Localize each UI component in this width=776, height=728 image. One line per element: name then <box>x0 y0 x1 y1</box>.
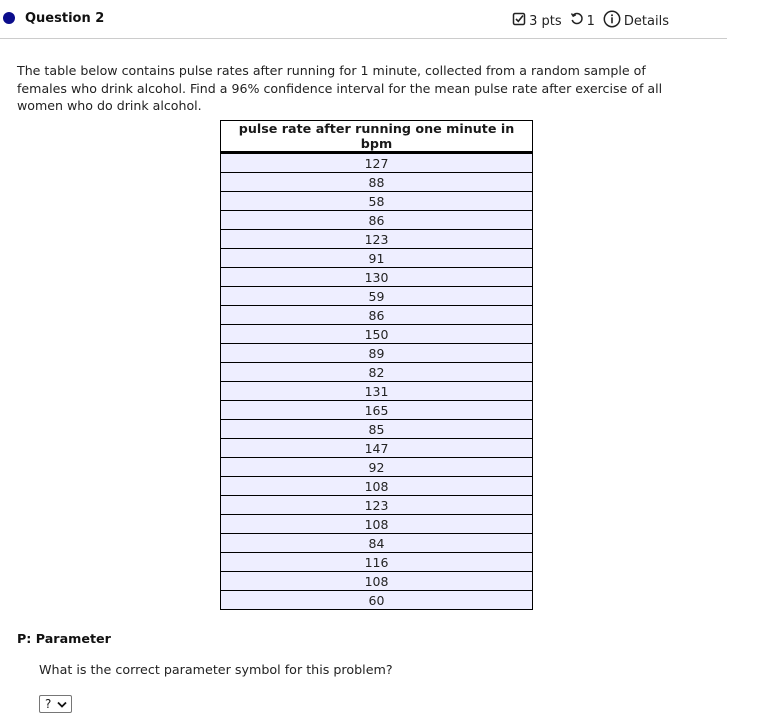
table-cell: 82 <box>221 363 533 382</box>
table-cell: 60 <box>221 591 533 610</box>
checkbox-icon <box>512 12 526 30</box>
table-cell: 108 <box>221 572 533 591</box>
table-cell: 84 <box>221 534 533 553</box>
table-cell: 59 <box>221 287 533 306</box>
table-cell: 58 <box>221 192 533 211</box>
pulse-rate-table <box>220 120 533 610</box>
table-header: pulse rate after running one minute in bpm <box>221 121 533 153</box>
retry-icon <box>570 12 584 30</box>
parameter-symbol-select[interactable] <box>39 695 72 713</box>
table-cell: 123 <box>221 496 533 515</box>
question-prompt: The table below contains pulse rates after running for 1 minute, collected from a random sample of females who drink alcohol. Find a 96% confidence interval for the mean pulse rate after exercise of all women who do drink alcohol. <box>17 63 663 113</box>
table-cell: 88 <box>221 173 533 192</box>
table-cell: 127 <box>221 153 533 173</box>
details-link[interactable]: Details <box>623 13 669 29</box>
question-meta <box>512 10 669 32</box>
table-cell: 85 <box>221 420 533 439</box>
table-cell: 147 <box>221 439 533 458</box>
status-dot-icon <box>3 12 15 24</box>
table-cell: 108 <box>221 515 533 534</box>
part-p-label: P: Parameter <box>17 631 111 646</box>
table-cell: 116 <box>221 553 533 572</box>
table-cell: 86 <box>221 211 533 230</box>
table-cell: 150 <box>221 325 533 344</box>
table-cell: 89 <box>221 344 533 363</box>
question-header <box>0 0 727 39</box>
question-title: Question 2 <box>25 11 105 26</box>
table-cell: 123 <box>221 230 533 249</box>
chevron-down-icon <box>57 697 67 711</box>
table-cell: 86 <box>221 306 533 325</box>
table-cell: 130 <box>221 268 533 287</box>
table-cell: 131 <box>221 382 533 401</box>
info-icon[interactable] <box>603 10 621 32</box>
table-cell: 92 <box>221 458 533 477</box>
table-cell: 91 <box>221 249 533 268</box>
attempts-count: 1 <box>586 13 595 29</box>
part-p-question: What is the correct parameter symbol for this problem? <box>39 662 393 677</box>
table-cell: 108 <box>221 477 533 496</box>
select-value: ? <box>45 697 52 711</box>
table-cell: 165 <box>221 401 533 420</box>
points-label: 3 pts <box>529 13 562 29</box>
